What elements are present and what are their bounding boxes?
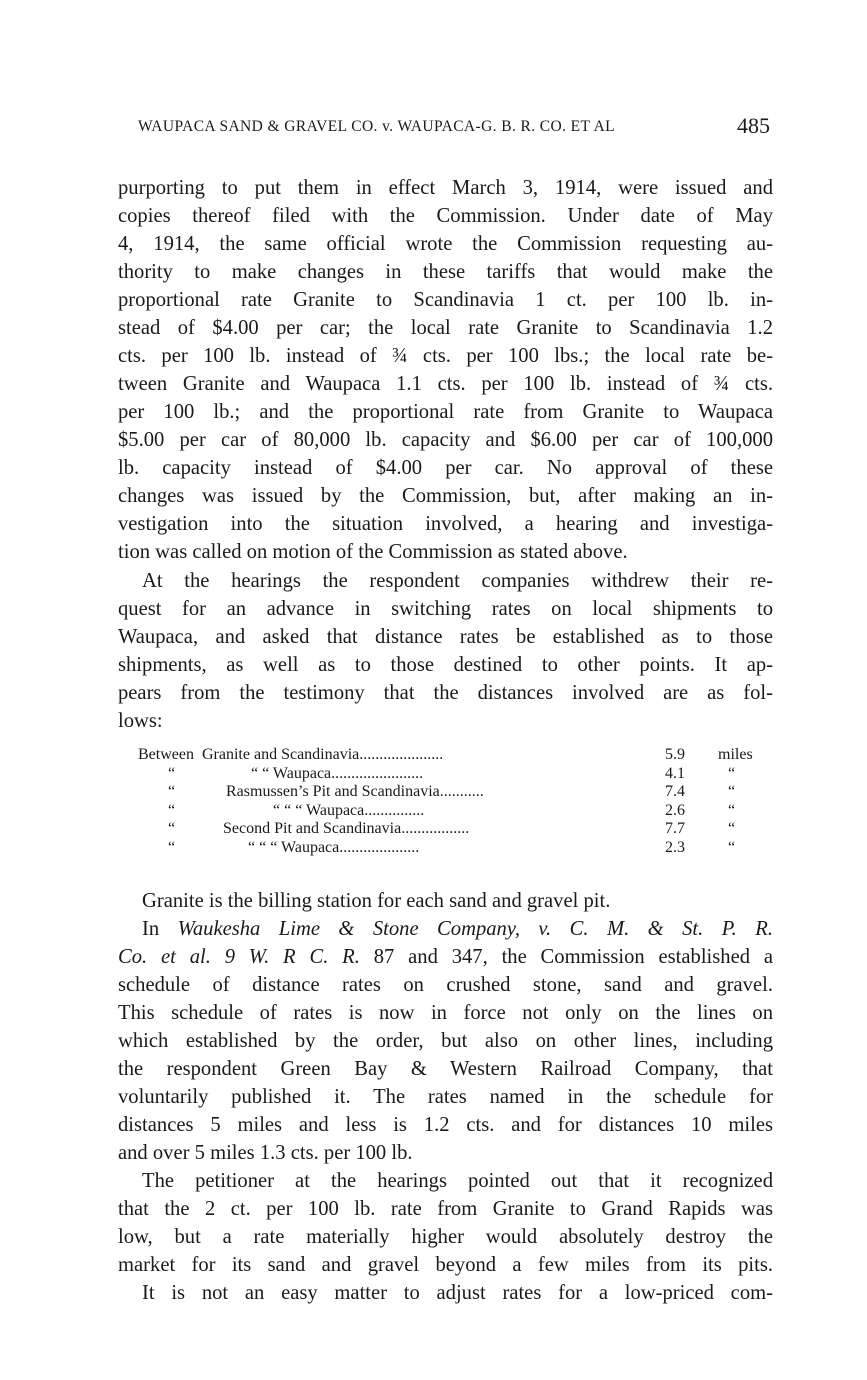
paragraph-3 (118, 887, 773, 915)
table-cell-place: “ “ “ Waupaca (273, 801, 365, 819)
text-line: The petitioner at the hearings pointed out that it recognized (142, 1170, 773, 1192)
table-cell-label: “ (168, 783, 176, 801)
table-row (138, 839, 758, 858)
table-cell-distance: 4.1 (665, 764, 685, 782)
text-line: market for its sand and gravel beyond a few miles from its pits. (118, 1254, 773, 1276)
table-row (138, 765, 758, 784)
table-cell-place: “ “ Waupaca (251, 764, 332, 782)
table-cell-distance: 5.9 (665, 746, 685, 763)
text-line: vestigation into the situation involved, a hearing and investiga- (118, 513, 773, 535)
text-line: Waupaca, and asked that distance rates be established as to those (118, 626, 773, 648)
table-cell-distance: 7.4 (665, 783, 685, 801)
dot-leader: ............... (364, 801, 425, 819)
table-cell-place: Granite and Scandinavia (201, 746, 360, 763)
text-line: $5.00 per car of 80,000 lb. capacity and $6.00 per car of 100,000 (118, 429, 773, 451)
running-header (138, 113, 770, 138)
text-line: shipments, as well as to those destined to other points. It ap- (118, 654, 773, 676)
table-row (138, 783, 758, 802)
text-line: At the hearings the respondent companies withdrew their re- (142, 570, 773, 592)
text-line: lb. capacity instead of $4.00 per car. No approval of these (118, 457, 773, 479)
text-line: copies thereof filed with the Commission. Under date of May (118, 205, 773, 227)
text-line: quest for an advance in switching rates on local shipments to (118, 598, 773, 620)
dot-leader: ....................... (331, 764, 424, 782)
text-line: lows: (118, 710, 163, 732)
text-line: voluntarily published it. The rates named in the schedule for (118, 1086, 773, 1108)
paragraph-1 (118, 174, 773, 566)
table-cell-label: “ (168, 838, 176, 856)
text-line: tion was called on motion of the Commission as stated above. (118, 541, 628, 563)
text-line: which established by the order, but also on other lines, including (118, 1030, 773, 1052)
dot-leader: .................... (339, 838, 420, 856)
paragraph-4 (118, 915, 773, 1167)
table-cell-unit: miles (718, 746, 753, 763)
text-line: that the 2 ct. per 100 lb. rate from Granite to Grand Rapids was (118, 1198, 773, 1220)
table-cell-distance: 7.7 (665, 820, 685, 838)
table-row (138, 746, 758, 765)
table-cell-place: Rasmussen’s Pit and Scandinavia (226, 783, 440, 801)
table-cell-distance: 2.6 (665, 801, 685, 819)
text-line (118, 915, 773, 943)
table-cell-unit: “ (728, 801, 736, 819)
paragraph-5 (118, 1167, 773, 1279)
text-line: changes was issued by the Commission, but, after making an in- (118, 485, 773, 507)
text-fragment: In (142, 918, 178, 940)
text-line: proportional rate Granite to Scandinavia 1 ct. per 100 lb. in- (118, 289, 773, 311)
text-line: Granite is the billing station for each sand and gravel pit. (142, 890, 611, 912)
table-cell-distance: 2.3 (665, 838, 685, 856)
distance-table (138, 746, 758, 858)
text-line: This schedule of rates is now in force not only on the lines on (118, 1002, 773, 1024)
table-cell-label: “ (168, 764, 176, 782)
table-cell-place: “ “ “ Waupaca (248, 838, 340, 856)
dot-leader: ................. (401, 820, 470, 838)
table-cell-unit: “ (728, 783, 736, 801)
paragraph-2 (118, 567, 773, 735)
text-fragment: 87 and 347, the Commission established a (359, 946, 773, 968)
table-cell-unit: “ (728, 764, 736, 782)
text-line: 4, 1914, the same official wrote the Commission requesting au- (118, 233, 773, 255)
text-line: tween Granite and Waupaca 1.1 cts. per 100 lb. instead of ¾ cts. (118, 373, 773, 395)
table-cell-place: Second Pit and Scandinavia (223, 820, 402, 838)
dot-leader: ........... (439, 783, 484, 801)
page-number: 485 (737, 113, 770, 138)
table-cell-label: Between (138, 746, 194, 763)
case-citation: Co. et al. 9 W. R C. R. (118, 946, 360, 968)
table-cell-label: “ (168, 801, 176, 819)
table-cell-label: “ (168, 820, 176, 838)
table-cell-unit: “ (728, 820, 736, 838)
text-line: purporting to put them in effect March 3, 1914, were issued and (118, 177, 773, 199)
text-line: distances 5 miles and less is 1.2 cts. and for distances 10 miles (118, 1114, 773, 1136)
dot-leader: ..................... (359, 746, 444, 763)
text-line: per 100 lb.; and the proportional rate from Granite to Waupaca (118, 401, 773, 423)
running-title: WAUPACA SAND & GRAVEL CO. v. WAUPACA-G. B. R. CO. ET AL (138, 118, 616, 135)
text-line: thority to make changes in these tariffs that would make the (118, 261, 773, 283)
text-line: the respondent Green Bay & Western Railroad Company, that (118, 1058, 773, 1080)
text-line (118, 943, 773, 971)
text-line: cts. per 100 lb. instead of ¾ cts. per 100 lbs.; the local rate be- (118, 345, 773, 367)
text-line: stead of $4.00 per car; the local rate Granite to Scandinavia 1.2 (118, 317, 773, 339)
text-line: low, but a rate materially higher would absolutely destroy the (118, 1226, 773, 1248)
text-line: pears from the testimony that the distances involved are as fol- (118, 682, 773, 704)
text-line: It is not an easy matter to adjust rates for a low-priced com- (142, 1282, 773, 1304)
text-line: and over 5 miles 1.3 cts. per 100 lb. (118, 1142, 413, 1164)
case-citation: Waukesha Lime & Stone Company, v. C. M. & St. P. R. (177, 918, 773, 940)
paragraph-6 (118, 1279, 773, 1307)
table-cell-unit: “ (728, 838, 736, 856)
table-row (138, 820, 758, 839)
text-line: schedule of distance rates on crushed stone, sand and gravel. (118, 974, 773, 996)
table-row (138, 802, 758, 821)
